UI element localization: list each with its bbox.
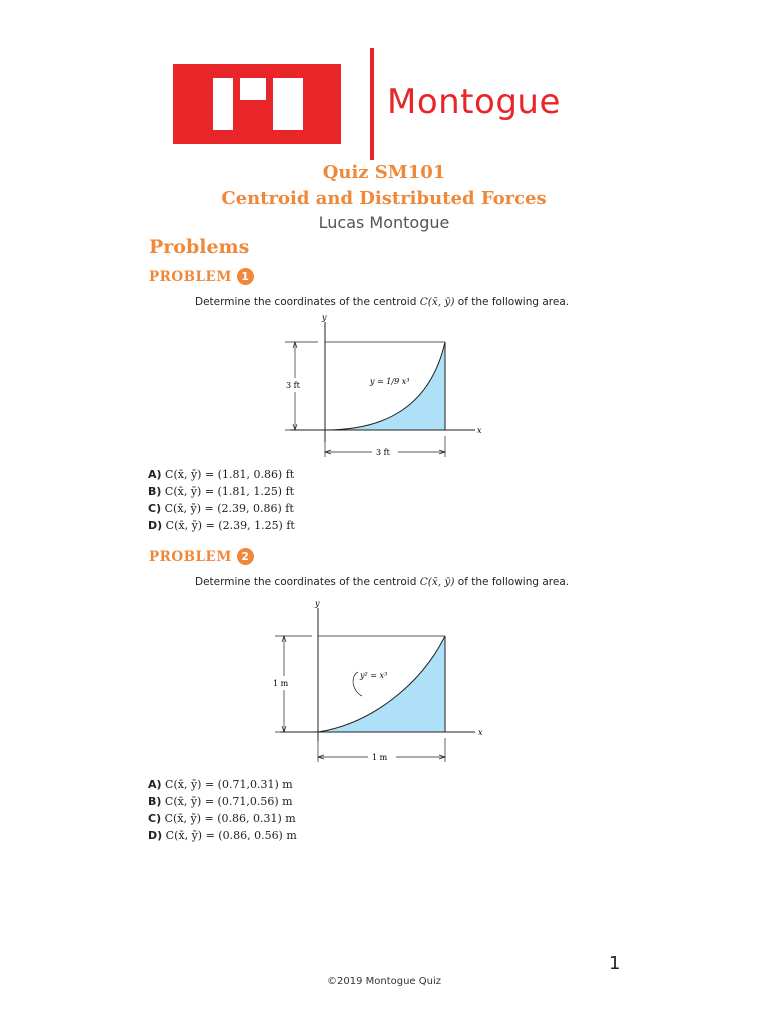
- quiz-title: Quiz SM101: [322, 162, 446, 183]
- footer-copyright: ©2019 Montogue Quiz: [326, 976, 441, 987]
- choice-a[interactable]: A) C(x̄, ȳ) = (0.71,0.31) m: [148, 778, 293, 791]
- centroid-symbol: C(x̄, ȳ): [419, 296, 455, 308]
- x-axis-label: x: [478, 728, 483, 737]
- problem-label: PROBLEM: [149, 548, 232, 565]
- x-axis-label: x: [477, 426, 482, 435]
- problem-number-badge: 2: [237, 548, 254, 565]
- problem-1-prompt: Determine the coordinates of the centroid C(x̄, ȳ) of the following area.: [195, 296, 570, 308]
- curve-equation: y² = x³: [360, 671, 388, 680]
- problem-1-figure: [280, 312, 490, 460]
- shaded-area: [325, 342, 445, 430]
- shaded-area: [318, 636, 445, 732]
- choice-c[interactable]: C) C(x̄, ȳ) = (2.39, 0.86) ft: [148, 502, 294, 515]
- page-number: 1: [609, 953, 621, 974]
- width-label: 3 ft: [376, 448, 390, 457]
- logo-divider: [370, 48, 374, 160]
- width-label: 1 m: [372, 753, 388, 762]
- problem-label: PROBLEM: [149, 268, 232, 285]
- author-name: Lucas Montogue: [318, 213, 450, 232]
- curve-equation: y = 1/9 x³: [370, 377, 410, 386]
- choice-d[interactable]: D) C(x̄, ȳ) = (2.39, 1.25) ft: [148, 519, 295, 532]
- choice-b[interactable]: B) C(x̄, ȳ) = (0.71,0.56) m: [148, 795, 293, 808]
- choice-a[interactable]: A) C(x̄, ȳ) = (1.81, 0.86) ft: [148, 468, 295, 481]
- problem-number-badge: 1: [237, 268, 254, 285]
- montogue-m-logo-icon: [173, 64, 341, 144]
- height-label: 1 m: [273, 679, 289, 688]
- quiz-subtitle: Centroid and Distributed Forces: [221, 188, 547, 209]
- problem-2-choices: [148, 776, 297, 844]
- section-title: Problems: [149, 236, 250, 258]
- problem-1-heading: [149, 268, 254, 285]
- height-label: 3 ft: [286, 381, 300, 390]
- problem-2-heading: [149, 548, 254, 565]
- choice-c[interactable]: C) C(x̄, ȳ) = (0.86, 0.31) m: [148, 812, 296, 825]
- problem-1-choices: [148, 466, 295, 534]
- y-axis-label: y: [322, 313, 327, 322]
- choice-b[interactable]: B) C(x̄, ȳ) = (1.81, 1.25) ft: [148, 485, 295, 498]
- choice-d[interactable]: D) C(x̄, ȳ) = (0.86, 0.56) m: [148, 829, 297, 842]
- centroid-symbol: C(x̄, ȳ): [419, 576, 455, 588]
- problem-2-figure: [270, 596, 490, 768]
- brand-name: Montogue: [387, 82, 561, 122]
- problem-2-prompt: Determine the coordinates of the centroid C(x̄, ȳ) of the following area.: [195, 576, 570, 588]
- y-axis-label: y: [315, 599, 320, 608]
